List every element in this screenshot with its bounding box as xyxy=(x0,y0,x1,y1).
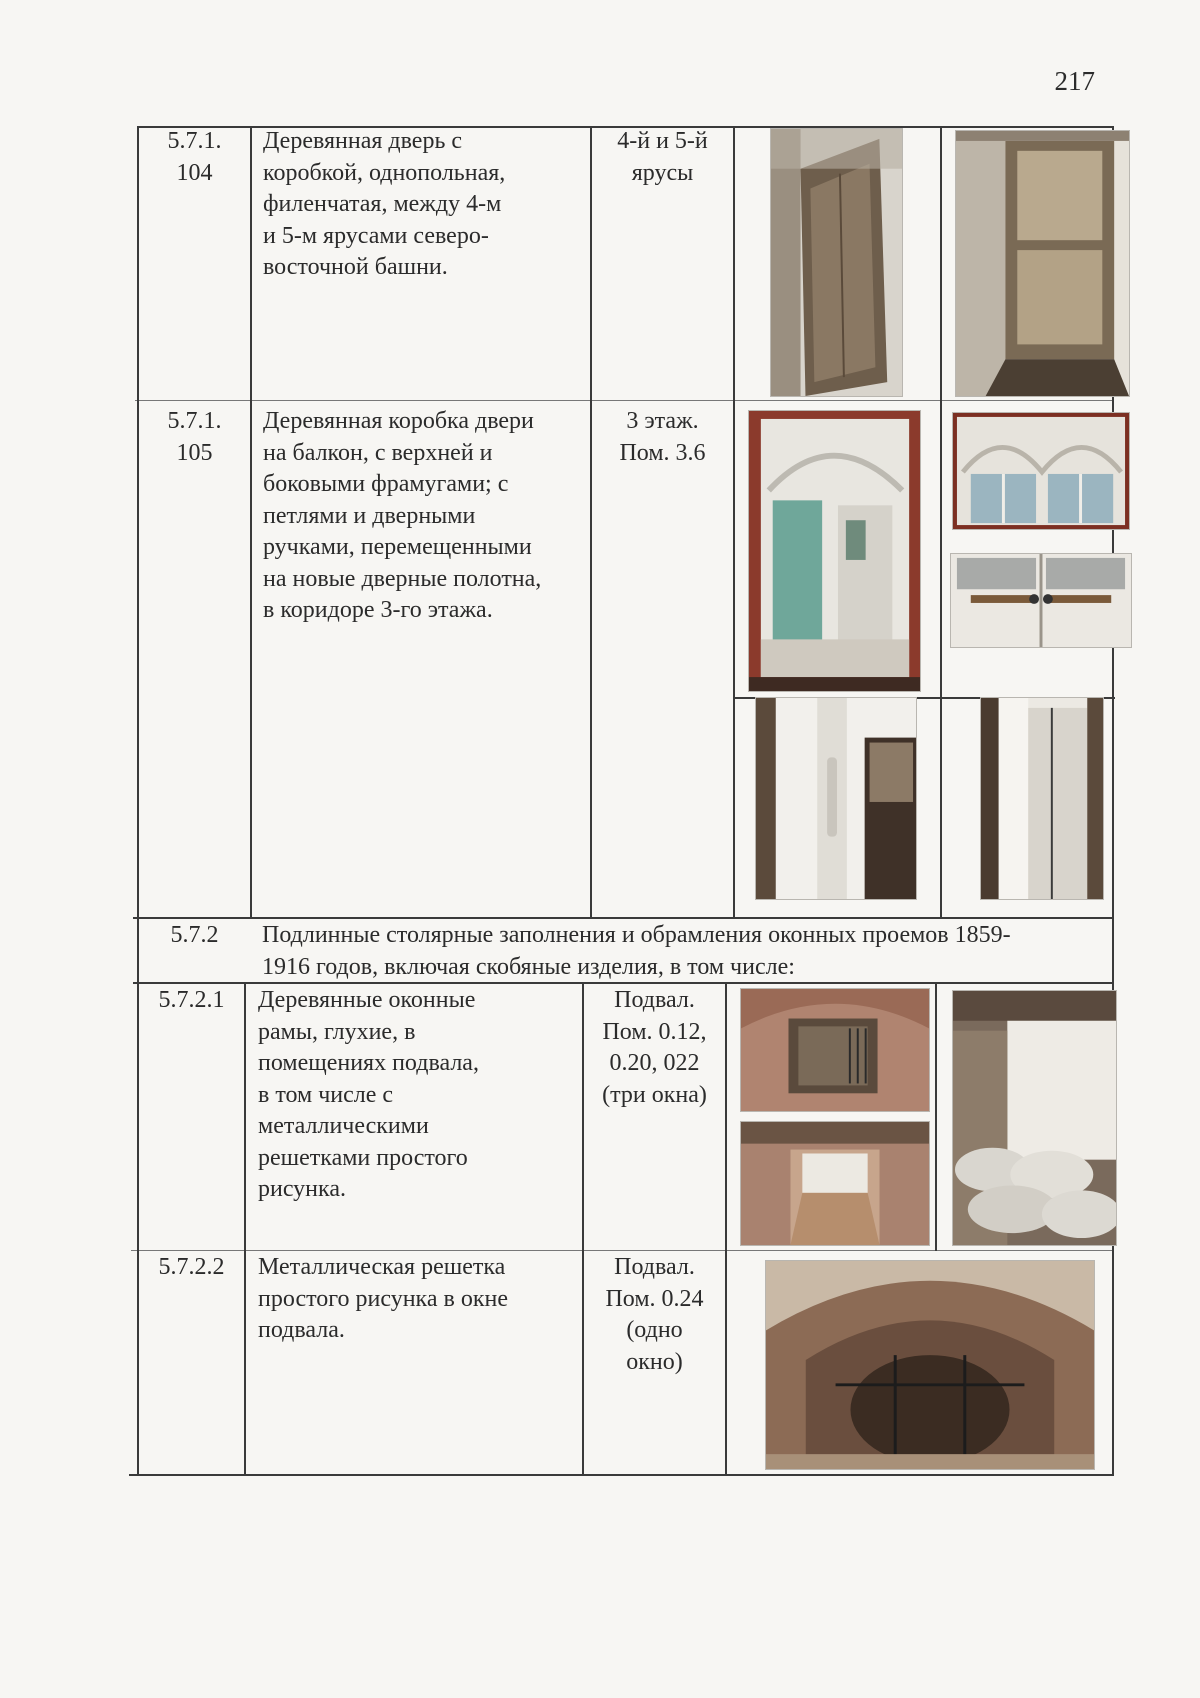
item-number: 5.7.2 xyxy=(170,922,219,948)
wooden-door-frame-photo xyxy=(955,130,1130,397)
item-description: Подлинные столярные заполнения и обрамления оконных проемов 1859- 1916 годов, включая скобяные изделия, в том числе: xyxy=(262,922,1011,980)
vaulted-window-grille-photo xyxy=(765,1260,1095,1470)
wooden-door-photo xyxy=(770,128,903,397)
item-number: 5.7.1. 104 xyxy=(167,128,222,186)
door-frame-side-photo xyxy=(980,697,1104,900)
table-rule xyxy=(590,126,592,918)
transom-arch-photo xyxy=(952,412,1130,530)
balcony-door-photo xyxy=(748,410,921,692)
table-rule xyxy=(133,917,1114,919)
item-location: 4-й и 5-й ярусы xyxy=(617,128,708,186)
item-number: 5.7.2.1 xyxy=(158,987,225,1013)
item-description: Деревянные оконные рамы, глухие, в помещениях подвала, в том числе с металлическими решетками простого рисунка. xyxy=(258,987,479,1202)
item-number: 5.7.1. 105 xyxy=(167,408,222,466)
table-rule xyxy=(131,1250,1114,1251)
basement-window-niche-photo xyxy=(740,1121,930,1246)
door-frame-hinge-photo xyxy=(755,697,917,900)
table-rule xyxy=(244,983,246,1475)
table-rule xyxy=(935,983,937,1251)
table-rule xyxy=(250,126,252,918)
item-description: Металлическая решетка простого рисунка в окне подвала. xyxy=(258,1254,508,1343)
table-rule xyxy=(135,400,1114,401)
table-rule xyxy=(725,983,727,1475)
item-location: Подвал. Пом. 0.24 (одно окно) xyxy=(605,1254,704,1375)
basement-room-bags-photo xyxy=(952,990,1117,1246)
table-rule xyxy=(940,126,942,918)
item-location: 3 этаж. Пом. 3.6 xyxy=(619,408,706,466)
item-description: Деревянная коробка двери на балкон, с верхней и боковыми фрамугами; с петлями и дверными ручками, перемещенными на новые дверные полотна, в коридоре 3-го этажа. xyxy=(263,408,542,623)
item-description: Деревянная дверь с коробкой, однопольная, филенчатая, между 4-м и 5-м ярусами северо- восточной башни. xyxy=(263,128,506,280)
basement-window-grille-photo xyxy=(740,988,930,1112)
door-handles-photo xyxy=(950,553,1132,648)
item-number: 5.7.2.2 xyxy=(158,1254,225,1280)
page-number: 217 xyxy=(1054,66,1095,96)
table-rule xyxy=(129,1474,1114,1476)
table-rule xyxy=(733,126,735,918)
item-location: Подвал. Пом. 0.12, 0.20, 022 (три окна) xyxy=(602,987,707,1108)
